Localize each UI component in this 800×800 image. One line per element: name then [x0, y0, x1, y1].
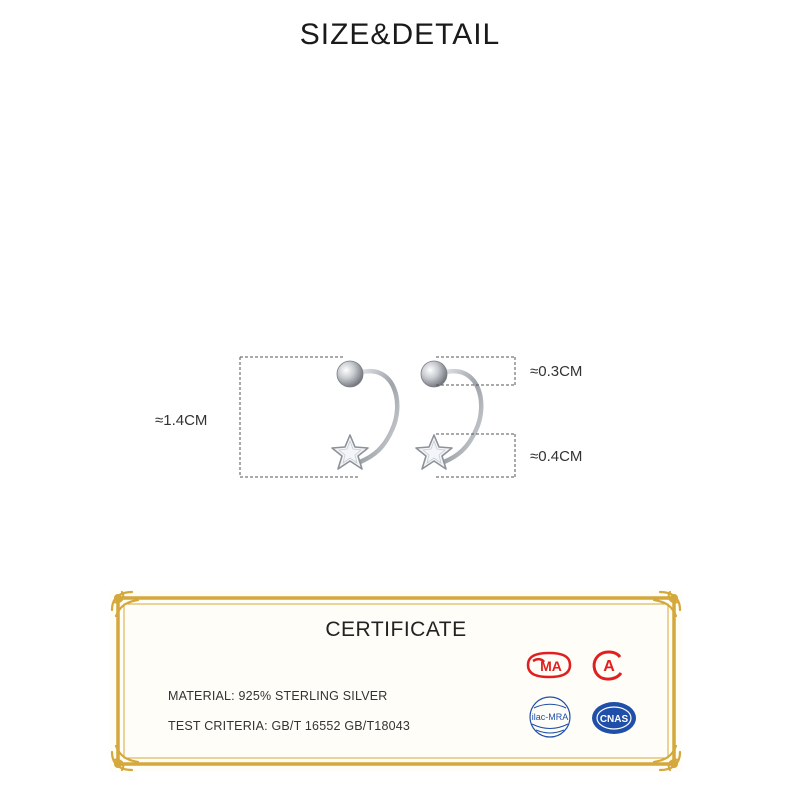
- svg-text:MA: MA: [540, 658, 562, 674]
- certificate-panel: [110, 590, 682, 772]
- ball-size-label: ≈0.3CM: [530, 363, 583, 380]
- ball-bead: [421, 361, 447, 387]
- certificate-title: CERTIFICATE: [325, 618, 467, 641]
- ball-bead: [337, 361, 363, 387]
- cma-logo: [524, 650, 574, 680]
- star-size-label: ≈0.4CM: [530, 448, 583, 465]
- svg-text:CNAS: CNAS: [599, 714, 629, 725]
- svg-text:A: A: [603, 658, 615, 675]
- page-title: SIZE&DETAIL: [299, 18, 501, 51]
- svg-text:ilac-MRA: ilac-MRA: [531, 712, 569, 722]
- material-line: MATERIAL: 925% STERLING SILVER: [168, 689, 388, 703]
- left-earring: [332, 361, 397, 469]
- ca-logo: [590, 648, 626, 682]
- ilac-mra-logo: [524, 694, 576, 740]
- test-criteria-line: TEST CRITERIA: GB/T 16552 GB/T18043: [168, 719, 411, 733]
- right-earring: [416, 361, 481, 469]
- star-size-guide: [436, 434, 515, 477]
- total-height-label: ≈1.4CM: [155, 412, 208, 429]
- cnas-logo: [590, 698, 638, 738]
